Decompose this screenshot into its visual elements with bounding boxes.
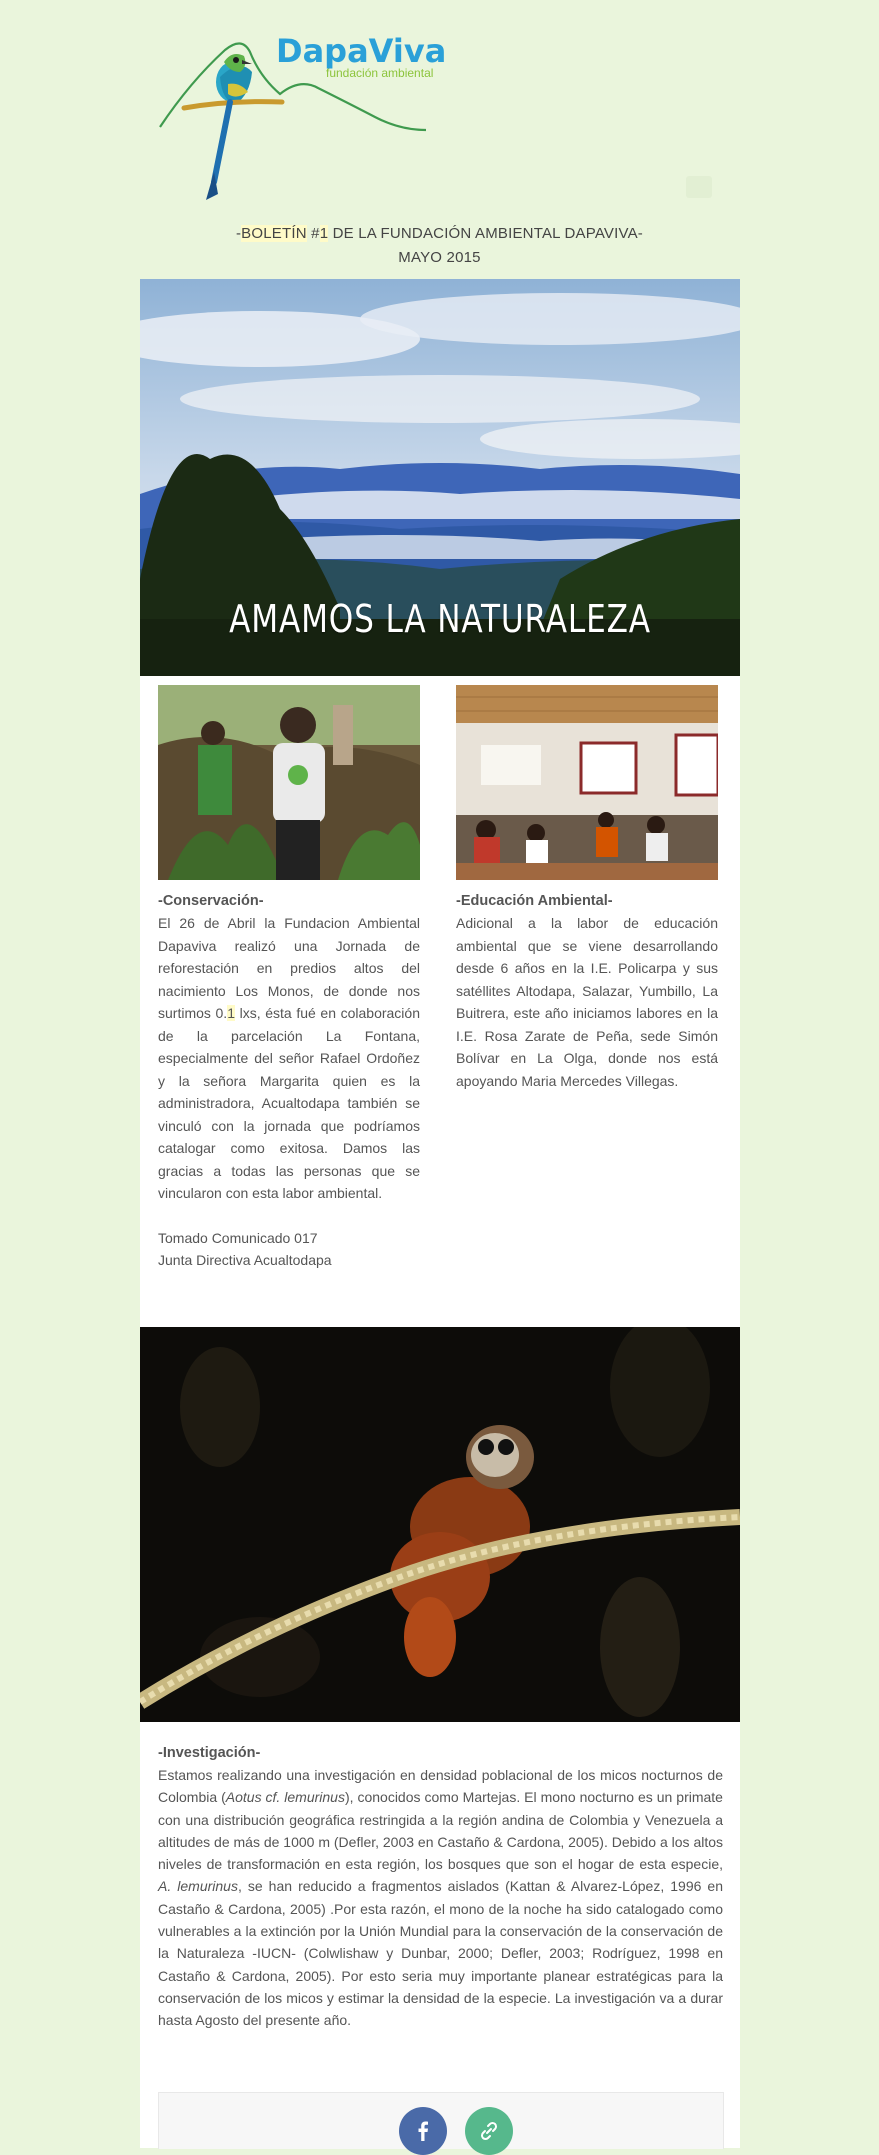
bulletin-title: -BOLETÍN #1 DE LA FUNDACIÓN AMBIENTAL DAPAVIVA-	[235, 225, 644, 242]
hero-banner	[140, 279, 740, 676]
investigacion-title: -Investigación-	[158, 1745, 261, 1761]
conservacion-body: El 26 de Abril la Fundacion Ambiental Dapaviva realizó una Jornada de reforestación en predios altos del nacimiento Los Monos, de donde nos surtimos 0.1 lxs, ésta fué en colaboración de la parcelación La Fontana, especialmente del señor Rafael Ordoñez y la señora Margarita quien es la administradora, Acualtodapa también se vinculó con la jornada que podríamos catalogar como exitosa. Damos las gracias a todas las personas que se vincularon con esta labor ambiental.	[158, 915, 420, 1201]
reforestation-photo	[158, 685, 420, 880]
link-icon	[478, 2120, 500, 2142]
newsletter-body	[140, 279, 740, 2148]
educacion-title: -Educación Ambiental-	[456, 893, 613, 909]
conservacion-source: Tomado Comunicado 017 Junta Directiva Acualtodapa	[158, 1229, 332, 1268]
share-bar	[158, 2092, 724, 2149]
hero-title: AMAMOS LA NATURALEZA	[229, 597, 651, 641]
motmot-bird-logo-icon	[150, 22, 450, 212]
investigacion-body: Estamos realizando una investigación en densidad poblacional de los micos nocturnos de Colombia (Aotus cf. lemurinus), conocidos como Martejas. El mono nocturno es un primate con una distribución geográfica restringida a la región andina de Colombia y Venezuela a altitudes de más de 1000 m (Defler, 2003 en Castaño & Cardona, 2005). Debido a los altos niveles de transformación en esta región, los bosques que son el hogar de esta especie, A. lemurinus, se han reducido a fragmentos aislados (Kattan & Alvarez-López, 1996 en Castaño & Cardona, 2005) .Por esta razón, el mono de la noche ha sido catalogado como vulnerables a la extinción por la Unión Mundial para la conservación de la conservación de la Naturaleza -IUCN- (Colwlishaw y Dunbar, 2000; Defler, 2003; Rodríguez, 1998 en Castaño & Cardona, 2005). Por esto seria muy importante planear estratégicas para la conservación de los micos y estimar la densidad de la especie. La investigación va a durar hasta Agosto del presente año.	[158, 1767, 724, 2029]
dapaviva-logo[interactable]	[150, 22, 450, 212]
facebook-icon	[412, 2120, 434, 2142]
night-monkey-image	[140, 1327, 740, 1722]
educacion-section	[456, 685, 718, 1092]
brand-name: DapaViva	[276, 32, 447, 70]
conservacion-title: -Conservación-	[158, 893, 264, 909]
classroom-photo	[456, 685, 718, 880]
bulletin-header	[0, 222, 879, 270]
bulletin-date: MAYO 2015	[398, 249, 481, 266]
brand-tagline: fundación ambiental	[326, 66, 434, 80]
investigacion-section	[158, 1742, 723, 2032]
night-monkey-photo	[140, 1327, 740, 1722]
educacion-body: Adicional a la labor de educación ambiental que se viene desarrollando desde 6 años en la I.E. Policarpa y sus satéllites Altodapa, Salazar, Yumbillo, La Buitrera, este año iniciamos labores en la I.E. Rosa Zarate de Peña, sede Simón Bolívar en La Olga, donde nos está apoyando Maria Mercedes Villegas.	[456, 915, 718, 1089]
conservacion-section	[158, 685, 420, 1272]
decorative-box	[686, 176, 712, 198]
